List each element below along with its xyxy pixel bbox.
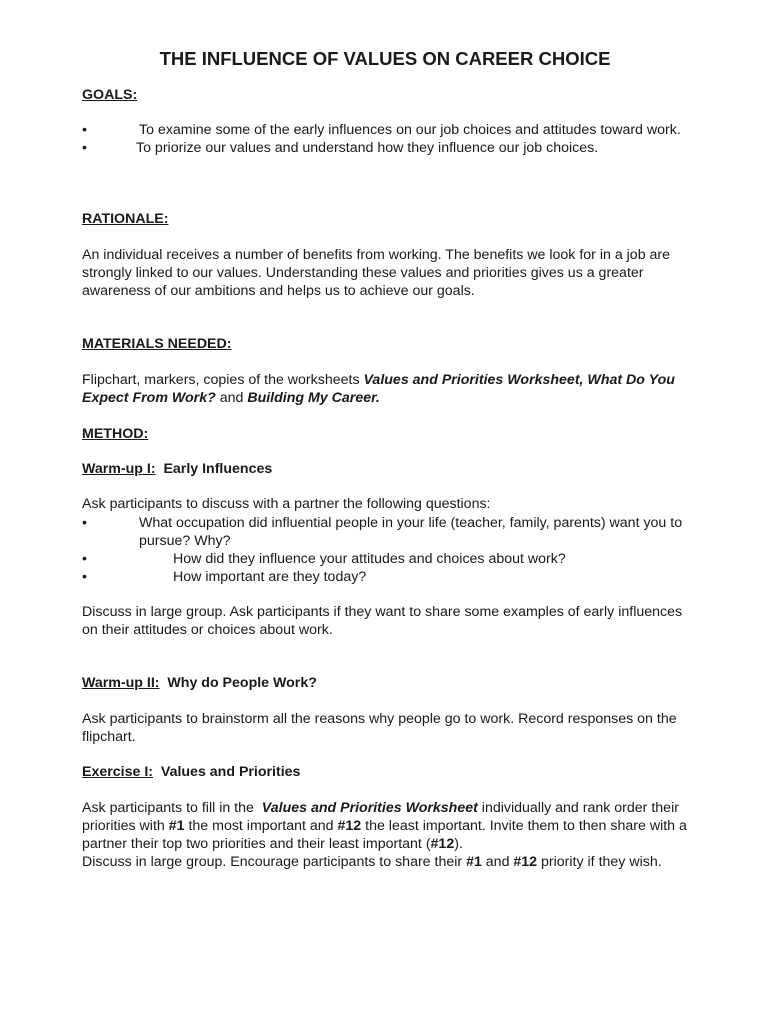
goal-text: To priorize our values and understand how they influence our job choices. — [136, 140, 599, 156]
materials-text: Flipchart, markers, copies of the worksheets — [82, 372, 364, 388]
exercise1-discussion — [82, 853, 692, 871]
goal-text: To examine some of the early influences on our job choices and attitudes toward work. — [139, 122, 681, 138]
exercise1-title: Values and Priorities — [153, 764, 301, 780]
question-text: How important are they today? — [173, 569, 367, 585]
warmup1-intro: Ask participants to discuss with a partner the following questions: — [82, 496, 491, 512]
exercise1-text: individually and rank order their priorities with — [82, 800, 679, 834]
method-heading: METHOD: — [82, 426, 149, 442]
warmup2-title: Why do People Work? — [159, 675, 317, 691]
exercise1-text: ). — [454, 836, 463, 852]
exercise1-paragraph — [82, 799, 692, 853]
warmup1-title: Early Influences — [155, 461, 273, 477]
warmup1-heading — [82, 460, 692, 478]
list-item — [82, 139, 692, 157]
exercise1-text: the most important and — [184, 818, 338, 834]
list-item — [82, 514, 692, 550]
rank-number: #1 — [466, 854, 482, 870]
goals-heading: GOALS: — [82, 87, 138, 103]
exercise1-text: the least important. Invite them to then share with a partner their top two priorities and their least important ( — [82, 818, 687, 852]
list-item — [82, 121, 692, 139]
warmup1-label: Warm-up I: — [82, 461, 156, 477]
exercise1-heading — [82, 763, 692, 781]
exercise1-label: Exercise I: — [82, 764, 153, 780]
bullet-icon: • — [82, 515, 87, 531]
bullet-icon: • — [82, 122, 87, 138]
warmup2-label: Warm-up II: — [82, 675, 160, 691]
rationale-heading: RATIONALE: — [82, 211, 169, 227]
exercise1-text: Ask participants to fill in the — [82, 800, 262, 816]
materials-text: and — [215, 390, 248, 406]
worksheet-names: Values and Priorities Worksheet, What Do You Expect From Work? — [82, 372, 675, 406]
exercise1-text: Discuss in large group. Encourage participants to share their — [82, 854, 467, 870]
materials-heading: MATERIALS NEEDED: — [82, 336, 232, 352]
exercise1-text: priority if they wish. — [537, 854, 662, 870]
list-item — [82, 568, 692, 586]
warmup2-heading — [82, 674, 692, 692]
rank-number: #12 — [337, 818, 362, 834]
question-text: How did they influence your attitudes and choices about work? — [173, 551, 566, 567]
page-title: THE INFLUENCE OF VALUES ON CAREER CHOICE — [159, 48, 611, 69]
worksheet-name: Building My Career. — [247, 390, 380, 406]
questions-list — [82, 514, 692, 586]
exercise1-text: and — [481, 854, 514, 870]
bullet-icon: • — [82, 569, 87, 585]
list-item — [82, 550, 692, 568]
materials-paragraph — [82, 371, 692, 407]
goals-list — [82, 121, 692, 157]
rationale-paragraph: An individual receives a number of benefits from working. The benefits we look for in a job are strongly linked to our values. Understanding these values and priorities gives us a greater awareness of our ambitions and helps us to achieve our goals. — [82, 247, 671, 299]
worksheet-name: Values and Priorities Worksheet — [261, 800, 478, 816]
warmup1-discussion: Discuss in large group. Ask participants if they want to share some examples of early influences on their attitudes or choices about work. — [82, 604, 683, 638]
bullet-icon: • — [82, 140, 87, 156]
warmup2-paragraph: Ask participants to brainstorm all the reasons why people go to work. Record responses on the flipchart. — [82, 711, 677, 745]
rank-number: #1 — [168, 818, 185, 834]
rank-number: #12 — [513, 854, 538, 870]
rank-number: #12 — [430, 836, 455, 852]
bullet-icon: • — [82, 551, 87, 567]
question-text: What occupation did influential people in your life (teacher, family, parents) want you to pursue? Why? — [139, 515, 683, 549]
